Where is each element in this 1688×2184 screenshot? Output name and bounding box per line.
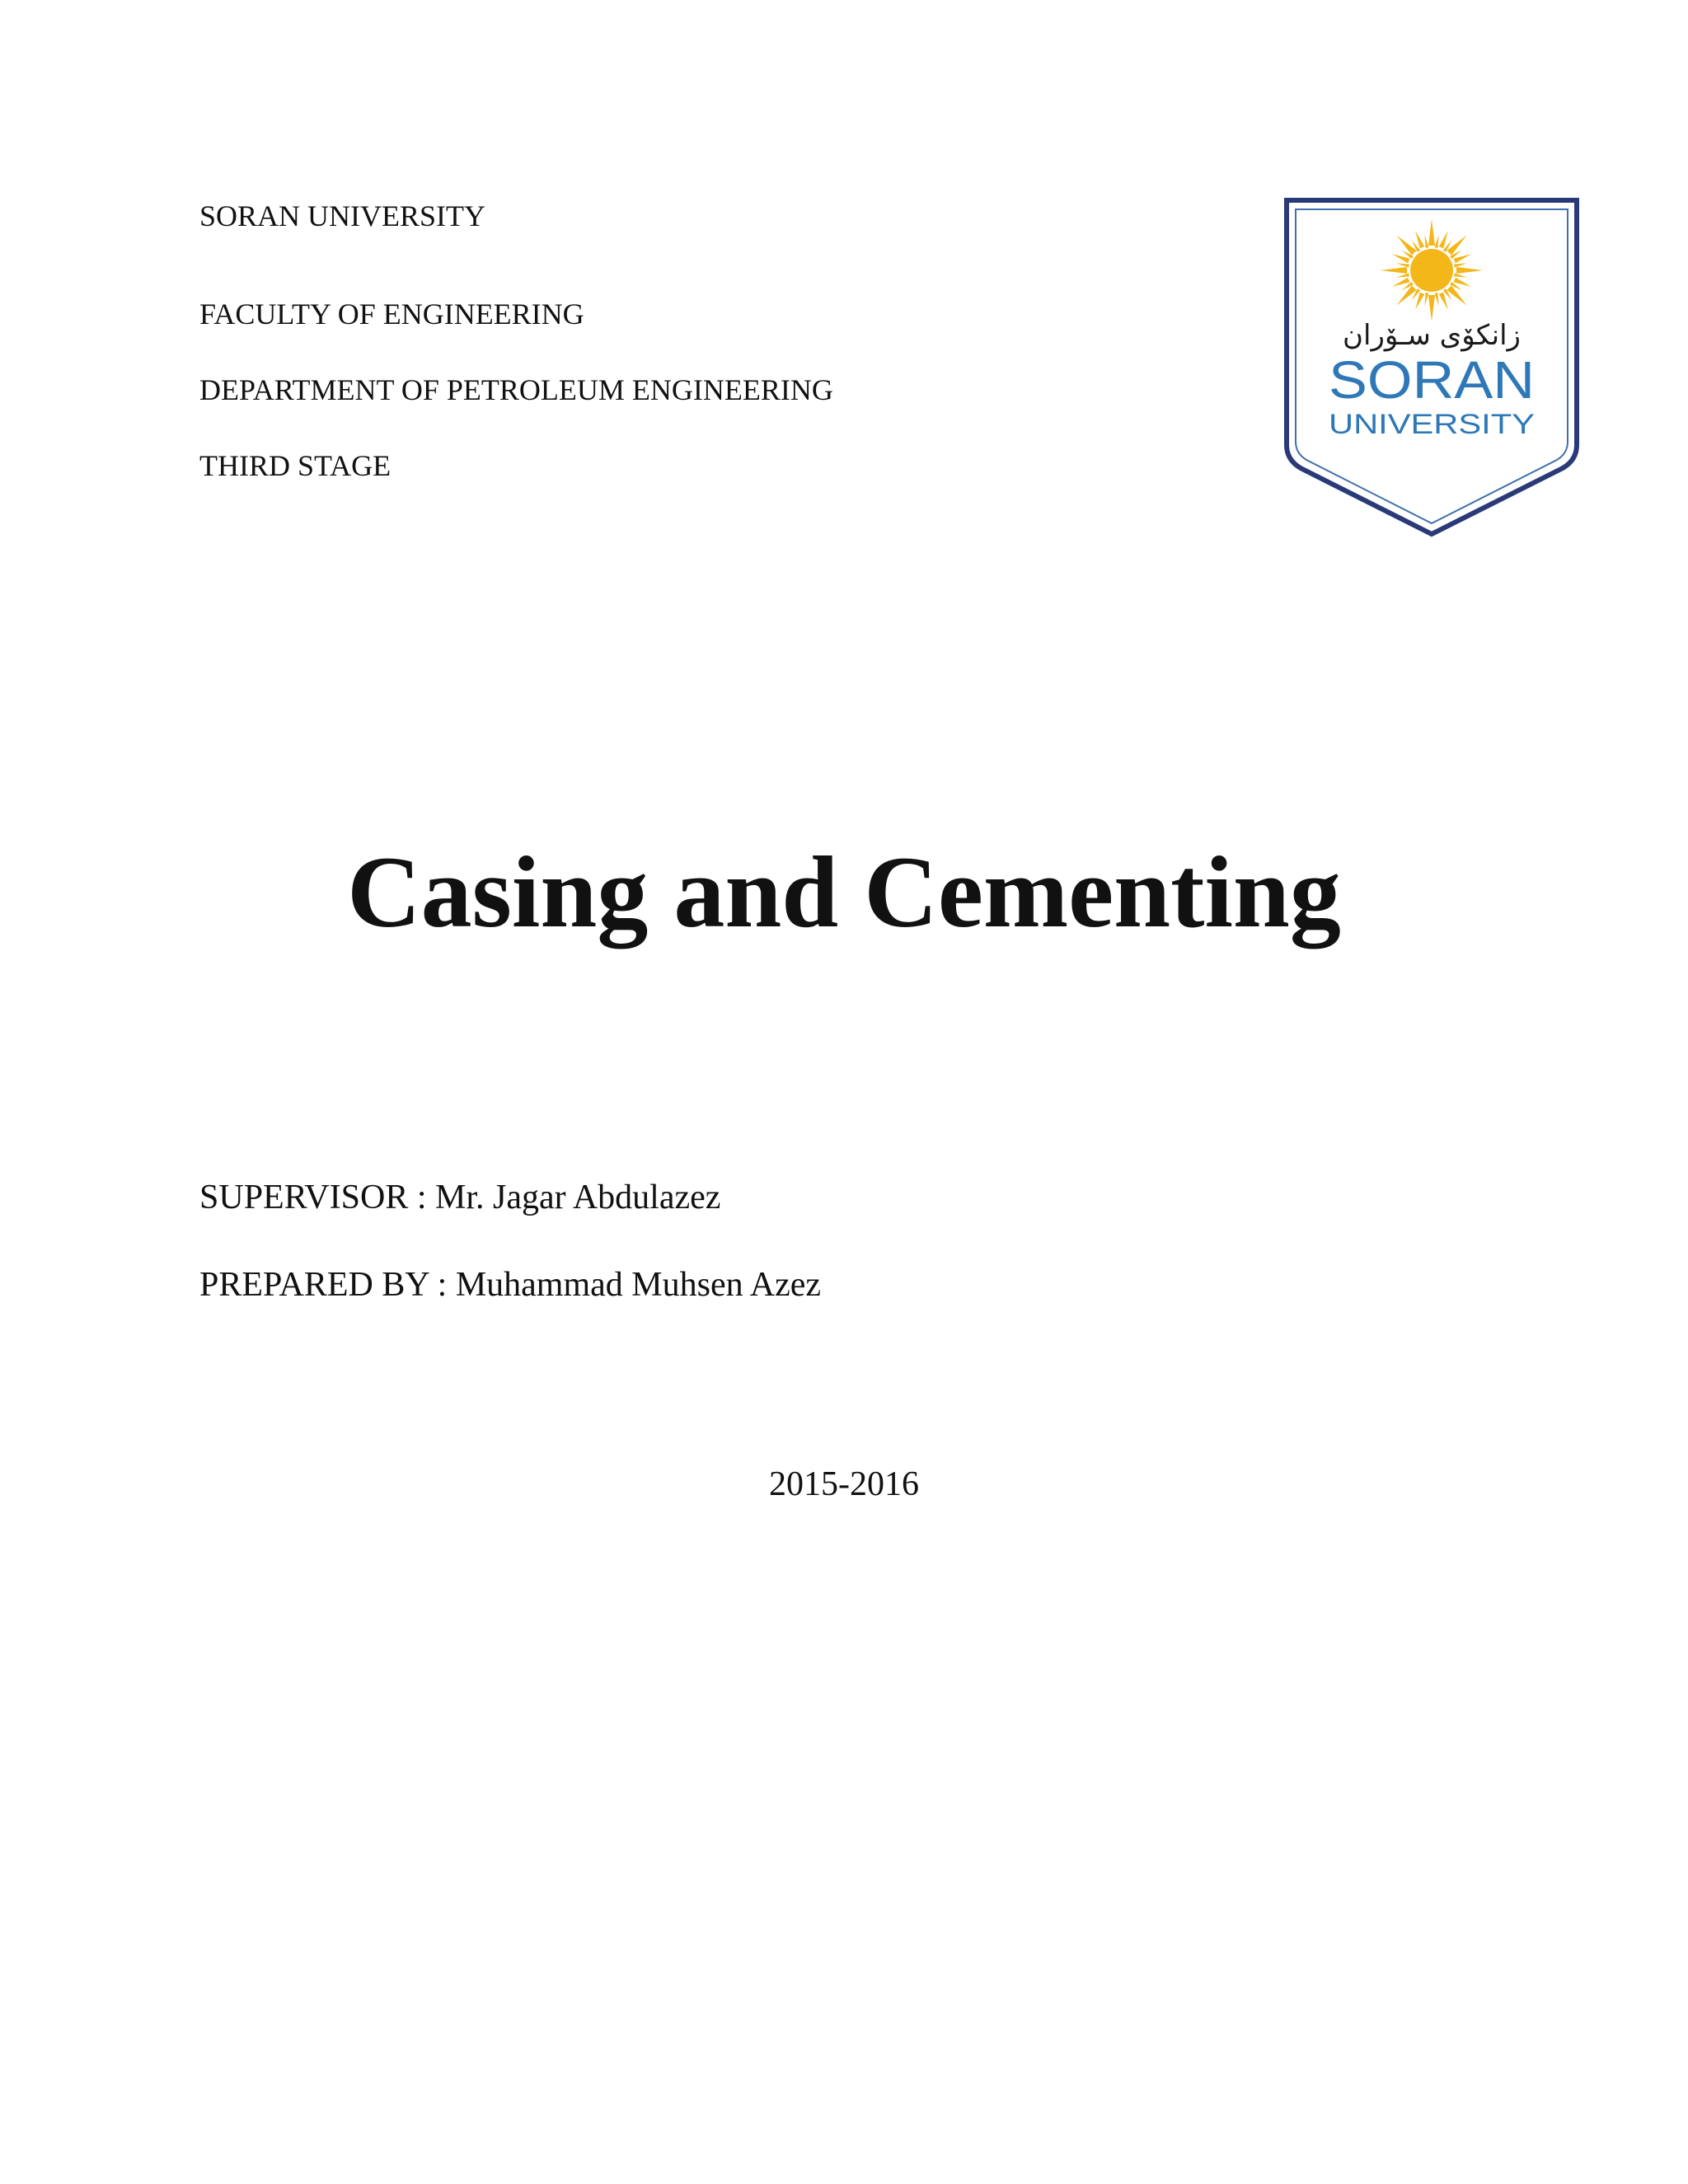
stage-label: THIRD STAGE bbox=[199, 449, 392, 482]
shield-logo bbox=[1284, 198, 1579, 537]
faculty-name: FACULTY OF ENGINEERING bbox=[199, 298, 584, 330]
document-title: Casing and Cementing bbox=[347, 836, 1341, 949]
logo-soran-text: SORAN bbox=[1329, 350, 1535, 410]
department-name: DEPARTMENT OF PETROLEUM ENGINEERING bbox=[199, 373, 833, 406]
university-name: SORAN UNIVERSITY bbox=[199, 199, 486, 232]
supervisor-line: SUPERVISOR : Mr. Jagar Abdulazez bbox=[199, 1179, 721, 1216]
university-logo bbox=[1284, 198, 1579, 537]
prepared-by-line: PREPARED BY : Muhammad Muhsen Azez bbox=[199, 1266, 822, 1304]
logo-arabic-text: زانكۆی سـۆران bbox=[1343, 319, 1521, 352]
logo-university-text: UNIVERSITY bbox=[1329, 409, 1535, 440]
academic-year: 2015-2016 bbox=[769, 1465, 919, 1503]
